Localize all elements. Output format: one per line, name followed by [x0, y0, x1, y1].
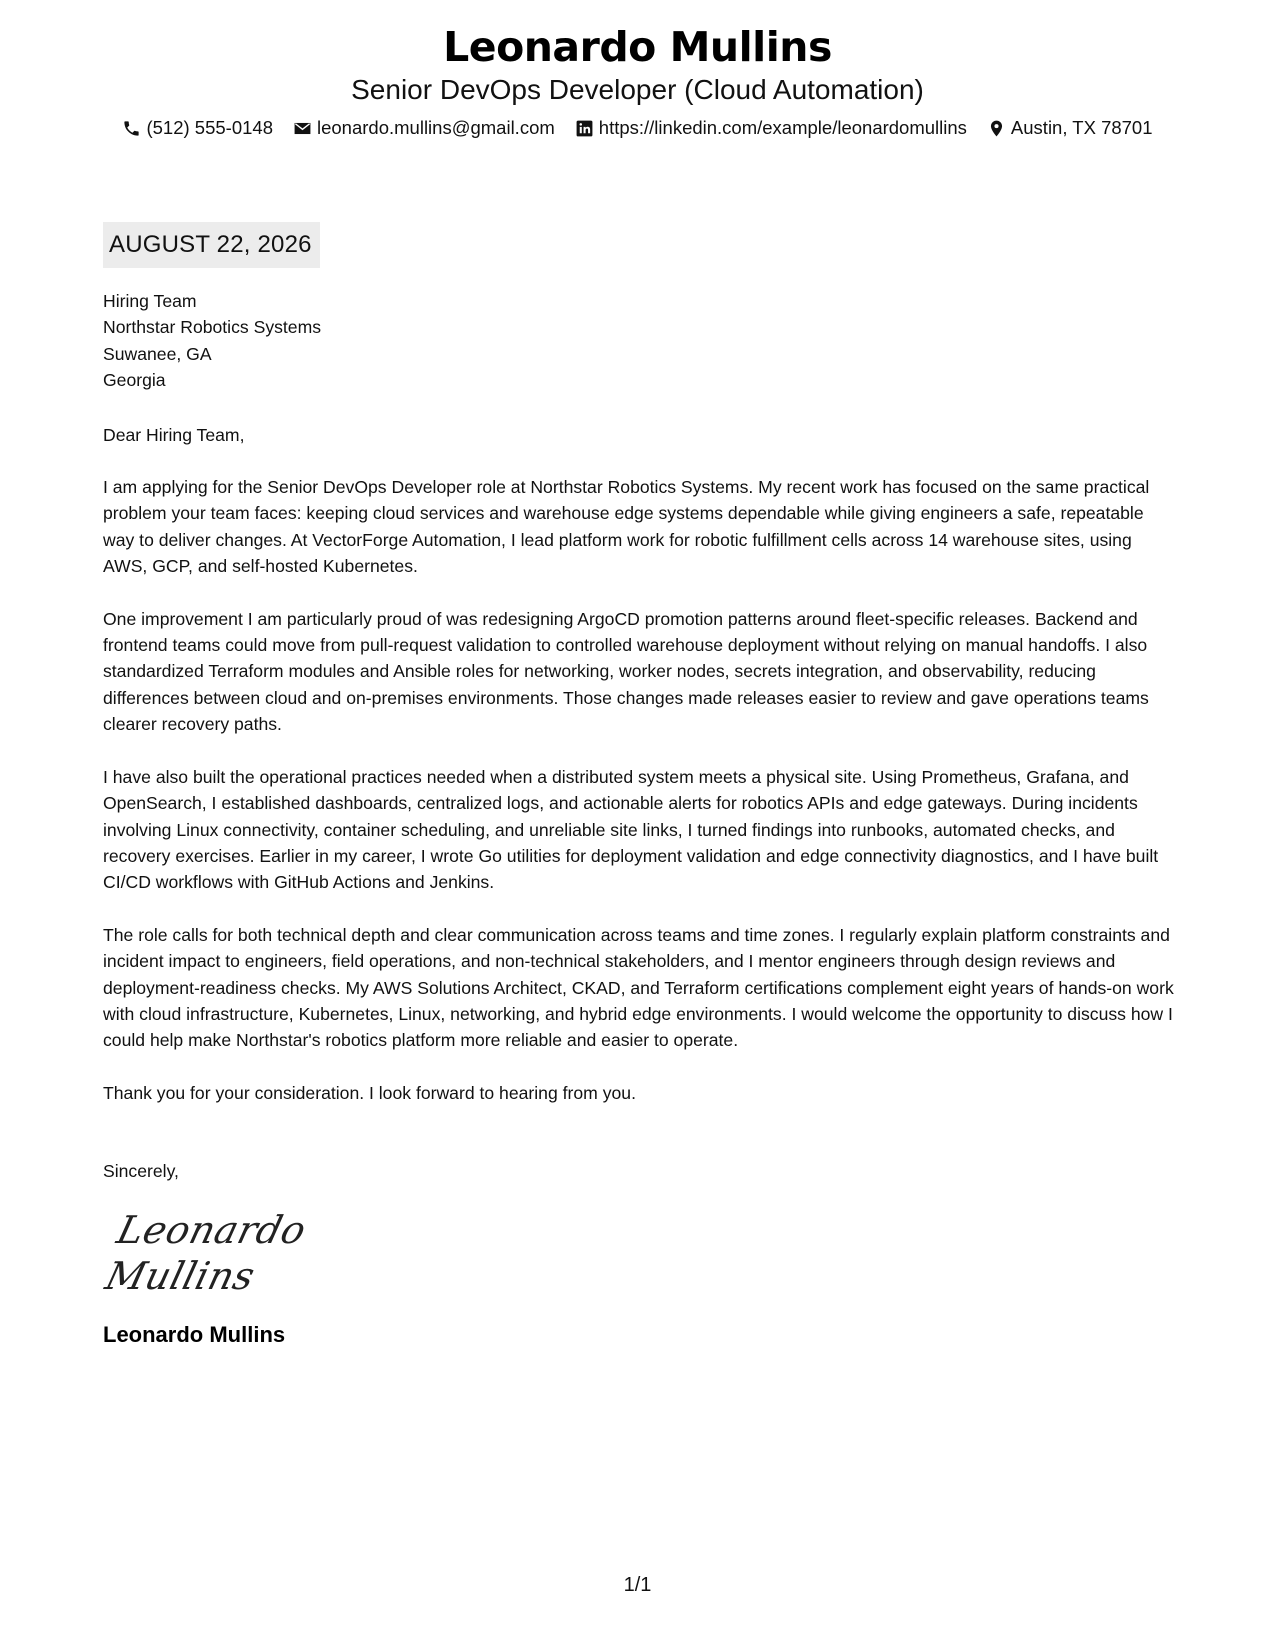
applicant-headline: Senior DevOps Developer (Cloud Automation)	[351, 74, 924, 105]
linkedin-link[interactable]: https://linkedin.com/example/leonardomullins	[598, 117, 967, 138]
contact-phone	[122, 116, 273, 140]
signer-name: Leonardo Mullins	[103, 1321, 286, 1347]
contact-email	[293, 116, 555, 140]
envelope-icon	[293, 119, 312, 138]
body-paragraph: One improvement I am particularly proud of was redesigning ArgoCD promotion patterns around fleet-specific releases. Backend and frontend teams could move from pull-request validation to controlled warehouse deployment without relying on manual handoffs. I also standardized Terraform modules and Ansible roles for networking, worker nodes, secrets integration, and observability, reducing differences between cloud and on-premises environments. Those changes made releases easier to review and gave operations teams clearer recovery paths.	[103, 608, 1149, 735]
phone-text: (512) 555-0148	[146, 117, 273, 138]
applicant-name: Leonardo Mullins	[443, 23, 832, 71]
body-paragraph: I have also built the operational practices needed when a distributed system meets a physical site. Using Prometheus, Grafana, and OpenSearch, I established dashboards, centralized logs, and actionable alerts for robotics APIs and edge gateways. During incidents involving Linux connectivity, container scheduling, and unreliable site links, I turned findings into runbooks, automated checks, and recovery exercises. Earlier in my career, I wrote Go utilities for deployment validation and edge connectivity diagnostics, and I have built CI/CD workflows with GitHub Actions and Jenkins.	[103, 766, 1159, 893]
body-paragraph: The role calls for both technical depth and clear communication across teams and time zones. I regularly explain platform constraints and incident impact to engineers, field operations, and non-technical stakeholders, and I mentor engineers through design reviews and deployment-readiness checks. My AWS Solutions Architect, CKAD, and Terraform certifications complement eight years of hands-on work with cloud infrastructure, Kubernetes, Linux, networking, and hybrid edge environments. I would welcome the opportunity to discuss how I could help make Northstar's robotics platform more reliable and easier to operate.	[103, 924, 1174, 1051]
signoff: Sincerely,	[103, 1161, 179, 1182]
contact-location	[987, 116, 1153, 140]
letter-date: AUGUST 22, 2026	[103, 222, 320, 268]
location-text: Austin, TX 78701	[1010, 117, 1153, 138]
recipient-line: Northstar Robotics Systems	[103, 317, 322, 338]
recipient-line: Hiring Team	[103, 291, 197, 311]
phone-icon	[122, 119, 141, 138]
recipient-line: Suwanee, GA	[103, 343, 212, 364]
linkedin-icon	[575, 119, 594, 138]
handwritten-signature: Leonardo Mullins	[101, 1207, 311, 1298]
contact-linkedin	[575, 116, 967, 140]
letter-body	[103, 288, 1175, 1349]
map-pin-icon	[987, 119, 1006, 138]
recipient-line: Georgia	[103, 370, 166, 391]
salutation: Dear Hiring Team,	[103, 424, 245, 445]
closing-sentence: Thank you for your consideration. I look forward to hearing from you.	[103, 1082, 636, 1103]
email-link[interactable]: leonardo.mullins@gmail.com	[316, 117, 555, 138]
letter-header	[0, 22, 1275, 140]
recipient-block	[103, 288, 1175, 394]
body-paragraph: I am applying for the Senior DevOps Developer role at Northstar Robotics Systems. My recent work has focused on the same practical problem your team faces: keeping cloud services and warehouse edge systems dependable while giving engineers a safe, repeatable way to deliver changes. At VectorForge Automation, I lead platform work for robotic fulfillment cells across 14 warehouse sites, using AWS, GCP, and self-hosted Kubernetes.	[103, 477, 1150, 577]
contact-bar	[0, 116, 1275, 140]
page-number: 1/1	[623, 1574, 652, 1596]
